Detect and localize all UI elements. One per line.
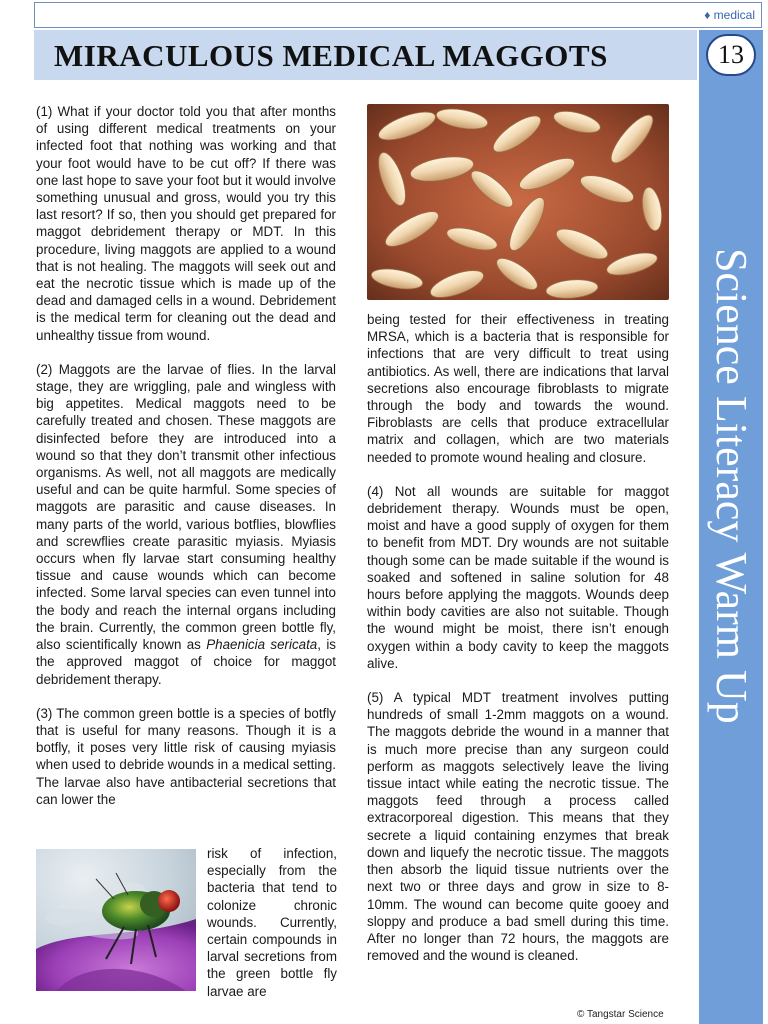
paragraph-5: (5) A typical MDT treatment involves putting hundreds of small 1-2mm maggots on a wound. The maggots debride the wound in a manner that is much more precise than any surgeon could perform as maggots selectively leave the living tissue intact while eating the necrotic tissue. The maggots feed through a process called extracorporeal digestion. This means that they secrete a liquid containing enzymes that break down and liquefy the necrotic tissue. The maggots then absorb the liquid tissue nutrients over the next two or three days and grow in size to 8-10mm. The wound can become quite gooey and sloppy and produce a bad smell during this time. After no longer than 72 hours, the maggots are removed and the wound is cleaned. bbox=[367, 690, 669, 964]
paragraph-2 bbox=[36, 361, 336, 688]
paragraph-1: (1) What if your doctor told you that after months of using different medical treatments on your infected foot that nothing was working and that your foot would have to be cut off? If there was one last hope to save your foot but it would involve something unusual and gross, would you try this last resort? If so, then you should get prepared for maggot debridement therapy or MDT. In this procedure, living maggots are applied to a wound that is not healing. The maggots will seek out and eat the necrotic tissue which is made up of the dead and damaged cells in a wound. Debridement is the medical term for cleaning out the dead and unhealthy tissue from wound. bbox=[36, 104, 336, 343]
paragraph-2-end: , is the approved maggot of choice for maggot debridement therapy. bbox=[36, 637, 336, 687]
topic-tag: ♦ medical bbox=[704, 8, 755, 22]
paragraph-4: (4) Not all wounds are suitable for maggot debridement therapy. Wounds must be open, moist and have a good supply of oxygen for them to benefit from MDT. Dry wounds are not suitable though some can be made suitable if the wound is soaked and softened in saline solution for 48 hours before applying the maggots. Wounds deep within body cavities are also not suitable. Though the wound might be moist, there isn’t enough oxygen within a body cavity to keep the maggots alive. bbox=[367, 483, 669, 671]
paragraph-3-end: being tested for their effectiveness in treating MRSA, which is a bacteria that is responsible for infections that are very difficult to treat using antibiotics. As well, there are indications that larval secretions also encourage fibroblasts to migrate through the body and towards the wound. Fibroblasts are cells that produce extracellular matrix and collagen, which are two materials needed to promote wound healing and closure. bbox=[367, 312, 669, 465]
maggots-photo bbox=[367, 104, 669, 300]
copyright-credit: © Tangstar Science bbox=[577, 1009, 664, 1020]
title-banner bbox=[34, 30, 697, 80]
left-column bbox=[36, 103, 336, 825]
page-title: MIRACULOUS MEDICAL MAGGOTS bbox=[54, 38, 608, 73]
page-number-badge bbox=[706, 34, 756, 76]
right-column bbox=[367, 311, 669, 981]
header-strip bbox=[34, 2, 762, 28]
sidebar-title: Science Literacy Warm Up bbox=[707, 248, 756, 724]
page-number: 13 bbox=[718, 40, 744, 69]
paragraph-3-start: (3) The common green bottle is a species of botfly that is useful for many reasons. Though it is a botfly, it poses very little risk of causing myiasis when used to debride wounds in a medical setting. The larvae also have antibacterial secretions that can lower the bbox=[36, 705, 336, 807]
paragraph-3-wrap: risk of infection, especially from the bacteria that tend to colonize chronic wounds. Currently, certain compounds in larval secretions from the green bottle fly larvae are bbox=[207, 846, 337, 999]
species-name: Phaenicia sericata bbox=[206, 637, 318, 653]
paragraph-2-text: (2) Maggots are the larvae of flies. In the larval stage, they are wriggling, pale and wingless with big appetites. Medical maggots need to be carefully treated and chosen. These maggots are disinfected before they are introduced into a wound so that they don’t transmit other infectious organisms. As well, not all maggots are medically useful and can be quite harmful. Some species of maggots are parasitic and cause diseases. In many parts of the world, various botflies, blowflies and screwflies create parasitic myiasis. Myiasis occurs when fly larvae start consuming healthy tissue and cause wounds which can become infected. Some larval species can even tunnel into the body and reach the internal organs including the brain. Currently, the common green bottle fly, also scientifically known as bbox=[36, 361, 336, 653]
green-bottle-fly-photo bbox=[36, 849, 196, 991]
